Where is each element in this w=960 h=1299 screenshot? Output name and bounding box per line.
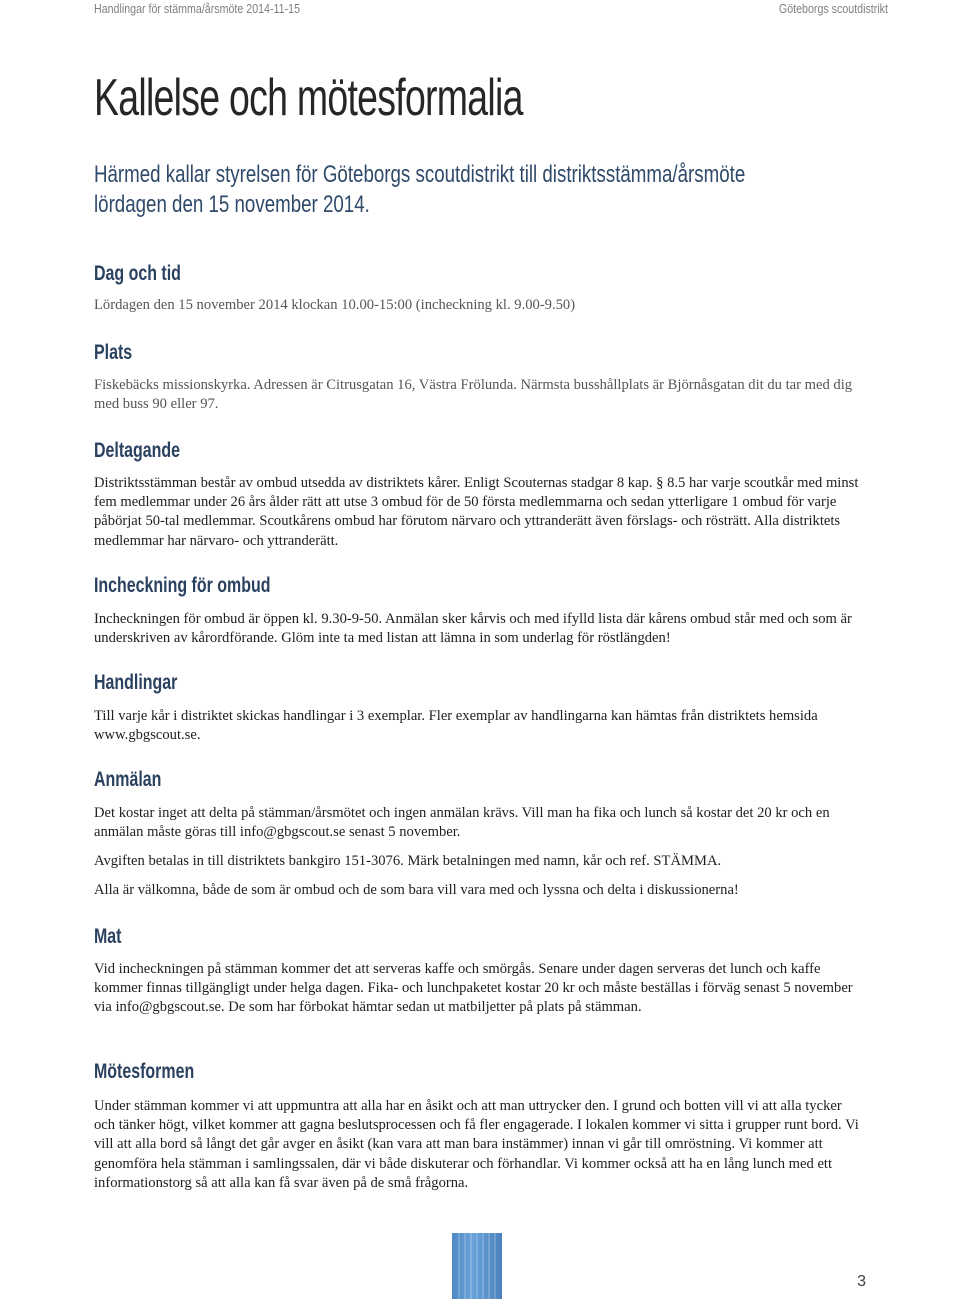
section-heading-motesformen: Mötesformen [94,1060,195,1083]
section-text-plats: Fiskebäcks missionskyrka. Adressen är Citrusgatan 16, Västra Frölunda. Närmsta busshållplats är Björnåsgatan dit du tar med dig med buss 90 eller 97. [94,377,853,413]
section-text-deltagande: Distriktsstämman består av ombud utsedda av distriktets kårer. Enligt Scouternas stadgar 8 kap. § 8.5 har varje scoutkår med minst fem medlemmar under 26 års ålder rätt att utse 3 ombud för de 50 första medlemmarna och sedan ytterligare 1 ombud för varje påbörjat 50-tal medlemmar. Scoutkårens ombud har förutom närvaro och yttranderätt även förslags- och rösträtt. Alla distriktets medlemmar har närvaro- och yttranderätt. [94,475,859,549]
running-header [0,0,960,20]
section-text-motesformen: Under stämman kommer vi att uppmuntra att alla har en åsikt och att man uttrycker den. I grund och botten vill vi att alla tycker och tänker högt, vilket kommer att gagna beslutsprocessen och få fler engagerade. I lokalen kommer vi sitta i grupper runt bord. Vi vill att alla bord så långt det går avger en åsikt (kan vara att man bara instämmer) innan vi går till omröstning. Vi kommer att genomföra hela stämman i samlingssalen, där vi både diskuterar och förhandlar. Vi kommer också att ha en lång lunch med ett informationstorg så att alla kan få svar även på de små frågorna. [94,1098,859,1191]
section-text-mat: Vid incheckningen på stämman kommer det att serveras kaffe och smörgås. Senare under dagen serveras det lunch och kaffe kommer finnas tillgängligt under helga dagen. Fika- och lunchpaketet kostar 20 kr och måste beställas i förväg senast 5 november via info@gbgscout.se. De som har förbokat hämtar sedan ut matbiljetter på plats på stämman. [94,961,853,1016]
section-text-dag-och-tid: Lördagen den 15 november 2014 klockan 10.00-15:00 (incheckning kl. 9.00-9.50) [94,297,576,313]
section-heading-handlingar: Handlingar [94,671,178,694]
footer-decorative-tab [452,1233,502,1299]
header-document-title: Handlingar för stämma/årsmöte 2014-11-15 [94,1,300,16]
section-heading-mat: Mat [94,925,122,948]
section-text-anmalan-3: Alla är välkomna, både de som är ombud och de som bara vill vara med och lyssna och delta i diskussionerna! [94,882,739,898]
subtitle-line-1: Härmed kallar styrelsen för Göteborgs scoutdistrikt till distriktsstämma/årsmöte [94,161,746,188]
section-heading-dag-och-tid: Dag och tid [94,262,181,285]
section-heading-deltagande: Deltagande [94,439,181,462]
section-text-handlingar: Till varje kår i distriktet skickas handlingar i 3 exemplar. Fler exemplar av handlingarna kan hämtas från distriktets hemsida www.gbgscout.se. [94,708,818,744]
page-subtitle [94,160,745,220]
section-heading-incheckning: Incheckning för ombud [94,574,271,597]
section-text-anmalan-2: Avgiften betalas in till distriktets bankgiro 151-3076. Märk betalningen med namn, kår och ref. STÄMMA. [94,853,722,869]
subtitle-line-2: lördagen den 15 november 2014. [94,191,370,218]
section-text-anmalan-1: Det kostar inget att delta på stämman/årsmötet och ingen anmälan krävs. Vill man ha fika och lunch så kostar det 20 kr och en anmälan måste göras till info@gbgscout.se senast 5 november. [94,805,830,841]
section-heading-plats: Plats [94,341,133,364]
header-organization: Göteborgs scoutdistrikt [778,1,888,16]
section-heading-anmalan: Anmälan [94,768,162,791]
section-text-incheckning: Incheckningen för ombud är öppen kl. 9.30-9-50. Anmälan sker kårvis och med ifylld lista där kårens ombud står med och som är underskriven av kårordförande. Glöm inte ta med listan att lämna in som underlag för röstlängden! [94,611,852,647]
page-title: Kallelse och mötesformalia [94,69,523,127]
page-number: 3 [857,1273,866,1290]
